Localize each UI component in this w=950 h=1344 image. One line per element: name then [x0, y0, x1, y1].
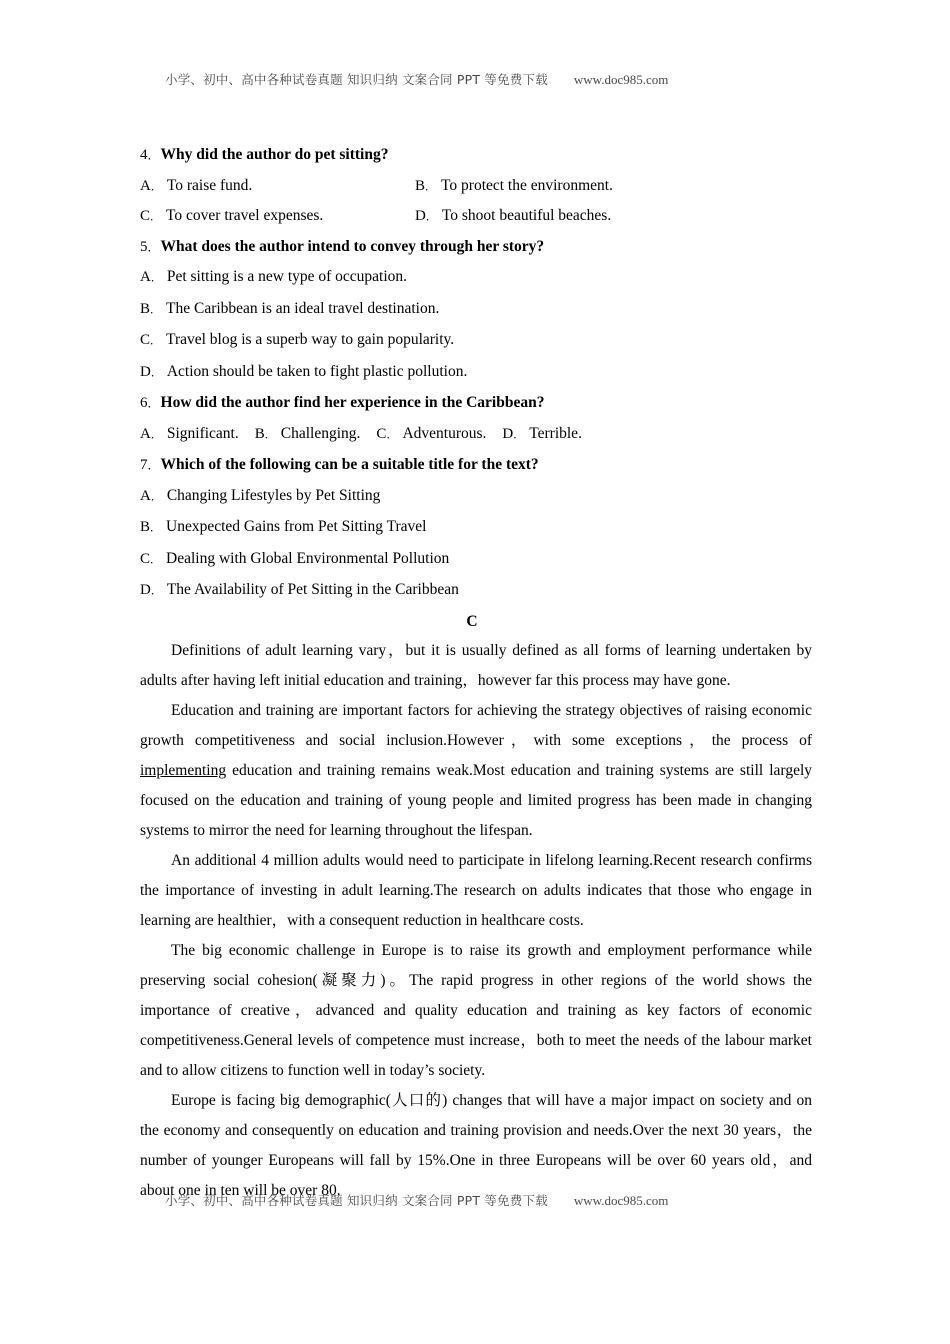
question-6-option-d[interactable] — [502, 419, 582, 451]
question-5-option-b[interactable] — [140, 294, 812, 326]
question-7-text: Which of the following can be a suitable title for the text? — [160, 456, 539, 473]
option-label: B — [140, 519, 151, 535]
question-4-separator: ． — [147, 148, 161, 162]
option-separator: ． — [150, 522, 163, 534]
passage-paragraph-5: Europe is facing big demographic(人口的) changes that will have a major impact on society and on the economy and consequently on education and training provision and needs.Over the next 30 years，the number of younger Europeans will fall by 15%.One in three Europeans will be over 60 years old，and about one in ten will be over 80. — [140, 1091, 812, 1199]
question-6-number: 6 — [140, 395, 148, 411]
question-6-stem — [140, 388, 812, 419]
option-label: A — [140, 269, 151, 285]
option-text: Pet sitting is a new type of occupation. — [166, 268, 408, 285]
question-7-option-a[interactable] — [140, 481, 812, 513]
footer-watermark — [165, 1191, 825, 1209]
question-5-separator: ． — [147, 239, 161, 254]
option-label: D — [140, 582, 151, 598]
footer-watermark-url: www.doc985.com — [573, 1193, 669, 1208]
option-text: Dealing with Global Environmental Pollution — [166, 549, 450, 567]
question-5-option-d[interactable] — [140, 357, 812, 389]
question-7-option-c[interactable] — [140, 544, 812, 576]
passage-paragraph-2-part-2: education and training remains weak.Most education and training systems are still largely focused on the education and training of young people and limited progress has been made in changing systems to mirror the need for learning throughout the lifespan. — [140, 761, 812, 839]
passage-paragraph-3: An additional 4 million adults would need to participate in lifelong learning.Recent research confirms the importance of investing in adult learning.The research on adults indicates that those who engage in learning are healthier，with a consequent reduction in healthcare costs. — [140, 851, 812, 929]
question-7-option-b[interactable] — [140, 512, 812, 544]
question-4-options-row-2 — [140, 201, 812, 232]
option-separator: ． — [264, 428, 277, 441]
option-separator: ． — [425, 180, 438, 193]
option-text: To cover travel expenses. — [166, 207, 324, 224]
question-7-separator: ． — [147, 458, 161, 472]
question-4-option-c[interactable] — [140, 201, 323, 233]
option-text: The Availability of Pet Sitting in the Caribbean — [166, 581, 459, 598]
question-4-stem — [140, 140, 812, 171]
option-label: C — [140, 550, 151, 567]
option-separator: ． — [386, 428, 399, 441]
question-4-option-b[interactable] — [415, 171, 613, 203]
header-watermark-url: www.doc985.com — [573, 72, 669, 87]
footer-watermark-text: 小学、初中、高中各种试卷真题 知识归纳 文案合同 PPT 等免费下载 — [165, 1193, 548, 1208]
question-6-options-row — [140, 419, 812, 451]
option-text: Unexpected Gains from Pet Sitting Travel — [166, 518, 427, 535]
question-5-number: 5 — [140, 238, 148, 255]
option-text: To shoot beautiful beaches. — [441, 207, 612, 224]
passage-paragraph-2-part-1: Education and training are important factors for achieving the strategy objectives of raising economic growth competitiveness and social inclusion.However，with some exceptions，the process of — [140, 701, 812, 749]
question-4-text: Why did the author do pet sitting? — [160, 146, 389, 163]
option-separator: ． — [150, 335, 163, 347]
question-6-separator: ． — [147, 396, 161, 410]
option-separator: ． — [150, 428, 163, 441]
question-5-option-c[interactable] — [140, 325, 812, 357]
option-separator: ． — [150, 272, 163, 284]
question-5-option-a[interactable] — [140, 262, 812, 294]
question-7-number: 7 — [140, 457, 148, 473]
option-label: A — [140, 177, 151, 194]
option-separator: ． — [150, 180, 163, 193]
option-label: C — [140, 208, 151, 224]
option-separator: ． — [150, 553, 163, 566]
option-label: D — [140, 363, 151, 380]
document-content — [140, 140, 812, 1206]
option-label: B — [415, 177, 426, 194]
option-label: C — [140, 332, 151, 348]
option-separator: ． — [150, 490, 163, 503]
option-text: To protect the environment. — [441, 176, 613, 194]
question-6-option-c[interactable] — [376, 419, 486, 451]
option-text: Significant. — [166, 424, 239, 442]
option-text: Action should be taken to fight plastic pollution. — [166, 362, 468, 380]
option-label: B — [254, 425, 265, 442]
question-7-option-d[interactable] — [140, 575, 812, 607]
option-separator: ． — [150, 211, 163, 223]
question-4-option-d[interactable] — [415, 201, 611, 233]
option-text: To raise fund. — [166, 176, 253, 194]
option-separator: ． — [150, 366, 163, 379]
option-separator: ． — [425, 211, 438, 223]
header-watermark — [165, 70, 825, 88]
question-4-number: 4 — [140, 147, 148, 163]
option-text: Changing Lifestyles by Pet Sitting — [166, 486, 381, 504]
option-label: D — [415, 208, 426, 224]
question-5-stem — [140, 232, 812, 263]
option-label: B — [140, 300, 151, 317]
option-separator: ． — [150, 303, 163, 316]
option-text: Adventurous. — [402, 424, 487, 442]
option-label: C — [376, 425, 387, 442]
question-6-option-b[interactable] — [255, 419, 361, 451]
passage-paragraph-4: The big economic challenge in Europe is to raise its growth and employment performance while preserving social cohesion(凝聚力)。The rapid progress in other regions of the world shows the importance of creative，advanced and quality education and training as key factors of economic competitiveness.General levels of competence must increase，both to meet the needs of the labour market and to allow citizens to function well in today’s society. — [140, 941, 812, 1079]
option-label: A — [140, 487, 151, 504]
question-5-text: What does the author intend to convey through her story? — [160, 237, 545, 255]
option-separator: ． — [513, 428, 526, 441]
passage-paragraph-2 — [140, 696, 812, 846]
option-text: The Caribbean is an ideal travel destination. — [166, 299, 440, 317]
option-separator: ． — [150, 585, 163, 597]
question-4-option-a[interactable] — [140, 171, 252, 203]
passage-paragraph-1: Definitions of adult learning vary，but it is usually defined as all forms of learning undertaken by adults after having left initial education and training，however far this process may have gone. — [140, 641, 812, 689]
question-4-options-row-1 — [140, 171, 812, 202]
option-text: Challenging. — [280, 424, 361, 442]
option-label: D — [502, 425, 514, 442]
question-6-text: How did the author find her experience in the Caribbean? — [160, 394, 545, 411]
passage-underlined-word: implementing — [140, 761, 227, 779]
passage-section-letter: C — [466, 612, 478, 630]
option-label: A — [140, 425, 151, 442]
option-text: Terrible. — [529, 424, 582, 442]
header-watermark-text: 小学、初中、高中各种试卷真题 知识归纳 文案合同 PPT 等免费下载 — [165, 72, 548, 87]
question-6-option-a[interactable] — [140, 419, 239, 451]
option-text: Travel blog is a superb way to gain popularity. — [166, 331, 455, 348]
question-7-stem — [140, 450, 812, 481]
